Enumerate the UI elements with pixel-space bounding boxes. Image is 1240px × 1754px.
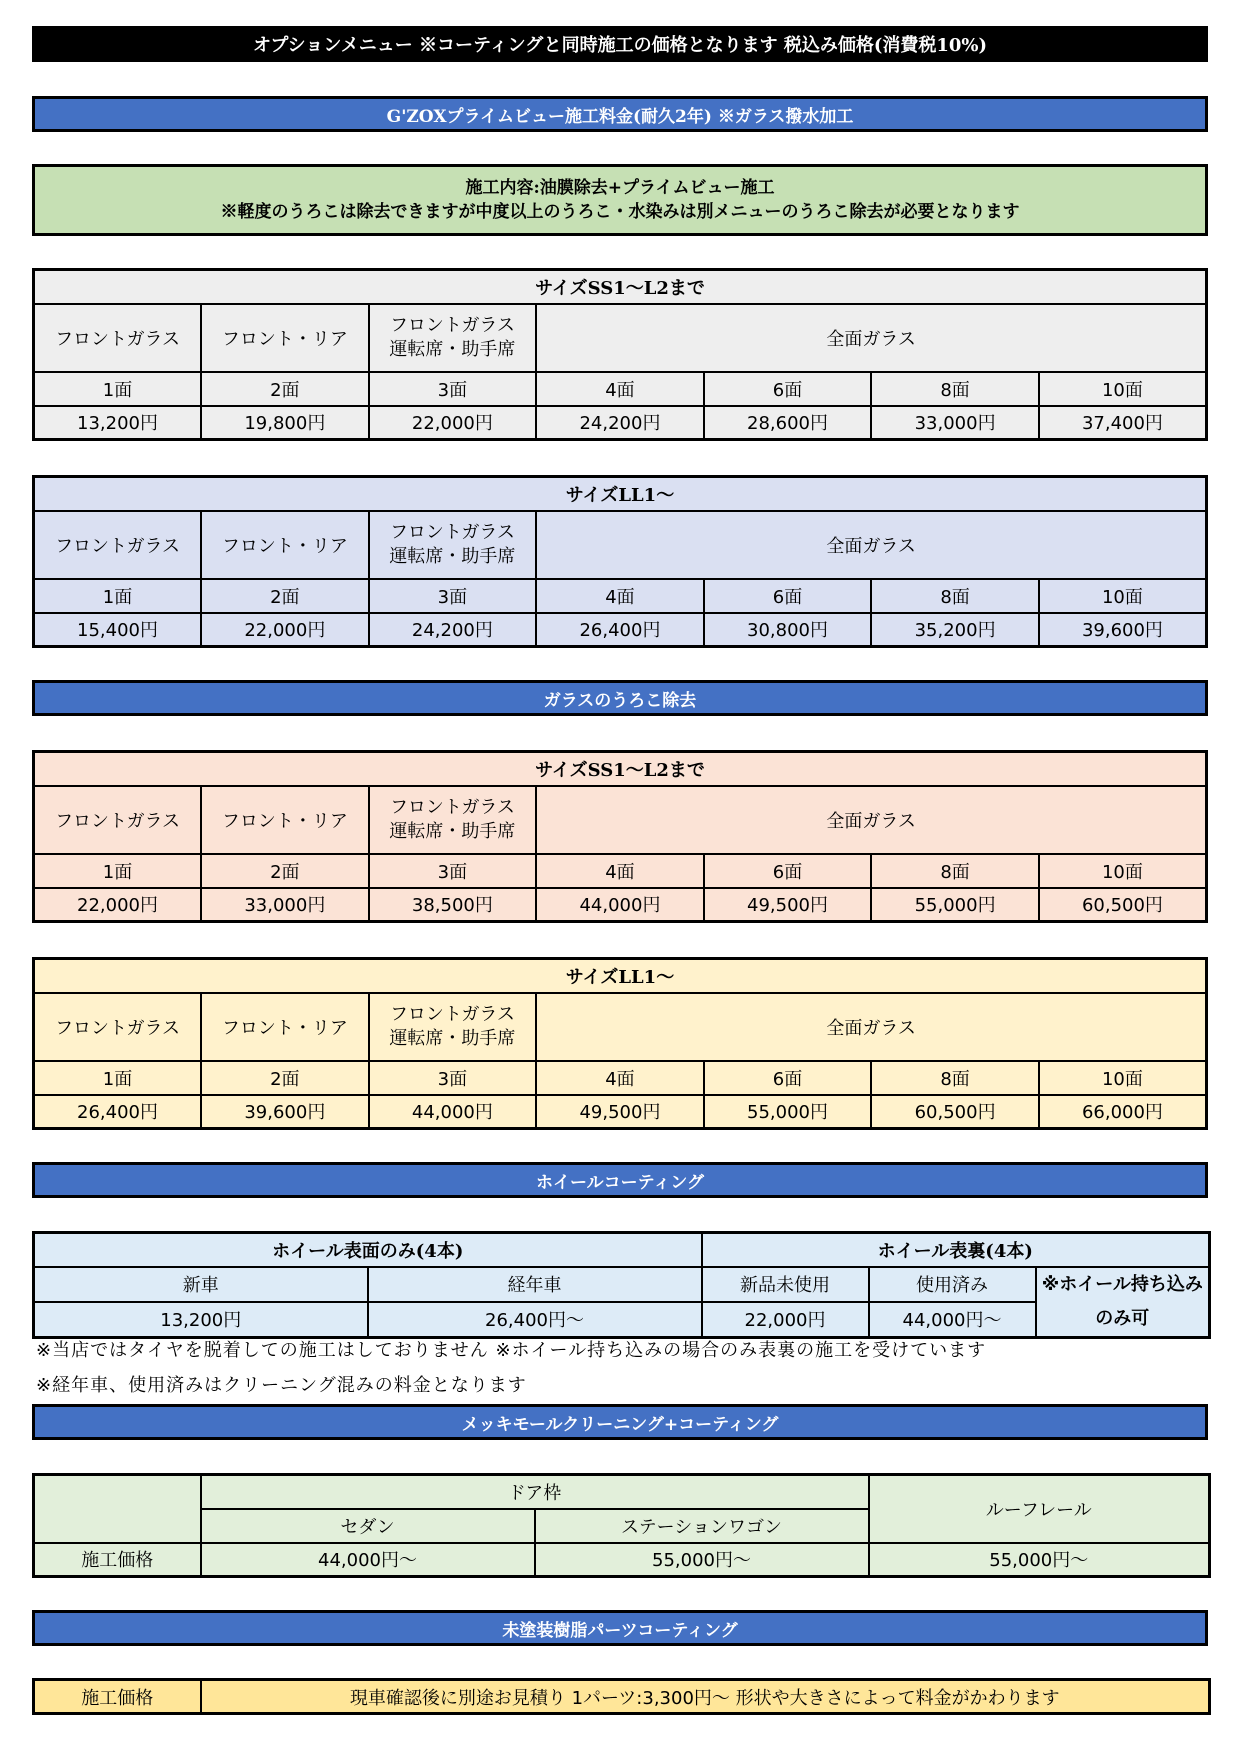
price-cell: 38,500円 xyxy=(369,888,537,922)
price-cell: 44,000円 xyxy=(369,1095,537,1129)
price-cell: 60,500円 xyxy=(1039,888,1207,922)
mekki-price-label: 施工価格 xyxy=(34,1543,201,1577)
count-cell: 2面 xyxy=(201,372,369,406)
notice-line-2: ※軽度のうろこは除去できますが中度以上のうろこ・水染みは別メニューのうろこ除去が必要となります xyxy=(220,202,1020,222)
mekki-door-frame-label: ドア枠 xyxy=(201,1475,869,1509)
count-cell: 2面 xyxy=(201,579,369,613)
count-cell: 8面 xyxy=(871,372,1039,406)
price-cell: 55,000円～ xyxy=(869,1543,1210,1577)
count-cell: 6面 xyxy=(704,372,872,406)
wheel-coating-table xyxy=(32,1231,1211,1339)
wheel-used-label: 使用済み xyxy=(869,1267,1036,1302)
col-front-rear: フロント・リア xyxy=(201,786,369,854)
count-cell: 4面 xyxy=(536,372,704,406)
price-cell: 26,400円～ xyxy=(368,1302,702,1337)
col-all-glass: 全面ガラス xyxy=(536,786,1206,854)
count-cell: 1面 xyxy=(34,579,202,613)
table-title: サイズSS1～L2まで xyxy=(34,752,1207,786)
resin-price-label: 施工価格 xyxy=(34,1680,201,1714)
count-cell: 8面 xyxy=(871,579,1039,613)
price-cell: 39,600円 xyxy=(1039,613,1207,647)
count-cell: 3面 xyxy=(369,854,537,888)
price-cell: 30,800円 xyxy=(704,613,872,647)
section-mekki-title: メッキモールクリーニング+コーティング xyxy=(32,1404,1208,1440)
resin-parts-table xyxy=(32,1678,1211,1715)
count-cell: 3面 xyxy=(369,372,537,406)
wheel-unused-label: 新品未使用 xyxy=(702,1267,869,1302)
price-cell: 49,500円 xyxy=(704,888,872,922)
count-cell: 10面 xyxy=(1039,854,1207,888)
price-cell: 49,500円 xyxy=(536,1095,704,1129)
col-front-driver: フロントガラス 運転席・助手席 xyxy=(369,993,537,1061)
price-cell: 55,000円～ xyxy=(535,1543,869,1577)
count-cell: 6面 xyxy=(704,854,872,888)
count-cell: 1面 xyxy=(34,372,202,406)
wheel-bring-note: ※ホイール持ち込みのみ可 xyxy=(1036,1267,1210,1338)
section-uroko-title: ガラスのうろこ除去 xyxy=(32,680,1208,716)
count-cell: 1面 xyxy=(34,854,202,888)
wheel-note-2: ※経年車、使用済みはクリーニング混みの料金となります xyxy=(36,1375,527,1396)
col-all-glass: 全面ガラス xyxy=(536,304,1206,372)
price-cell: 66,000円 xyxy=(1039,1095,1207,1129)
count-cell: 3面 xyxy=(369,579,537,613)
uroko-ss-table xyxy=(32,750,1208,923)
col-front-driver: フロントガラス 運転席・助手席 xyxy=(369,304,537,372)
col-all-glass: 全面ガラス xyxy=(536,993,1206,1061)
mekki-sedan-label: セダン xyxy=(201,1509,535,1543)
count-cell: 4面 xyxy=(536,579,704,613)
section-resin-title: 未塗装樹脂パーツコーティング xyxy=(32,1610,1208,1646)
price-cell: 24,200円 xyxy=(369,613,537,647)
count-cell: 10面 xyxy=(1039,1061,1207,1095)
price-cell: 44,000円～ xyxy=(201,1543,535,1577)
price-cell: 22,000円 xyxy=(34,888,202,922)
resin-price-text: 現車確認後に別途お見積り 1パーツ:3,300円～ 形状や大きさによって料金がかわります xyxy=(201,1680,1210,1714)
uroko-ll-table xyxy=(32,957,1208,1130)
price-cell: 19,800円 xyxy=(201,406,369,440)
col-front-glass: フロントガラス xyxy=(34,993,202,1061)
price-cell: 26,400円 xyxy=(536,613,704,647)
price-cell: 44,000円～ xyxy=(869,1302,1036,1337)
col-all-glass: 全面ガラス xyxy=(536,511,1206,579)
count-cell: 3面 xyxy=(369,1061,537,1095)
count-cell: 4面 xyxy=(536,1061,704,1095)
price-cell: 33,000円 xyxy=(871,406,1039,440)
wheel-surface-title: ホイール表面のみ(4本) xyxy=(34,1233,702,1267)
col-front-glass: フロントガラス xyxy=(34,304,202,372)
table-title: サイズLL1～ xyxy=(34,959,1207,993)
notice-line-1: 施工内容:油膜除去+プライムビュー施工 xyxy=(465,178,775,198)
count-cell: 2面 xyxy=(201,1061,369,1095)
count-cell: 8面 xyxy=(871,1061,1039,1095)
service-content-notice xyxy=(32,164,1208,236)
count-cell: 2面 xyxy=(201,854,369,888)
price-cell: 22,000円 xyxy=(702,1302,869,1337)
price-cell: 33,000円 xyxy=(201,888,369,922)
price-cell: 35,200円 xyxy=(871,613,1039,647)
table-title: サイズLL1～ xyxy=(34,477,1207,511)
count-cell: 6面 xyxy=(704,1061,872,1095)
wheel-both-title: ホイール表裏(4本) xyxy=(702,1233,1210,1267)
header-title: オプションメニュー ※コーティングと同時施工の価格となります 税込み価格(消費税10%) xyxy=(32,26,1208,62)
count-cell: 10面 xyxy=(1039,372,1207,406)
col-front-glass: フロントガラス xyxy=(34,511,202,579)
price-cell: 22,000円 xyxy=(201,613,369,647)
col-front-driver: フロントガラス 運転席・助手席 xyxy=(369,511,537,579)
table-title: サイズSS1～L2まで xyxy=(34,270,1207,304)
wheel-old-car-label: 経年車 xyxy=(368,1267,702,1302)
price-cell: 39,600円 xyxy=(201,1095,369,1129)
section-wheel-title: ホイールコーティング xyxy=(32,1162,1208,1198)
price-cell: 55,000円 xyxy=(704,1095,872,1129)
price-cell: 55,000円 xyxy=(871,888,1039,922)
price-cell: 15,400円 xyxy=(34,613,202,647)
price-cell: 44,000円 xyxy=(536,888,704,922)
price-cell: 24,200円 xyxy=(536,406,704,440)
count-cell: 1面 xyxy=(34,1061,202,1095)
mekki-empty-corner xyxy=(34,1475,201,1543)
count-cell: 4面 xyxy=(536,854,704,888)
price-cell: 28,600円 xyxy=(704,406,872,440)
primeview-ll-table xyxy=(32,475,1208,648)
count-cell: 10面 xyxy=(1039,579,1207,613)
col-front-rear: フロント・リア xyxy=(201,993,369,1061)
mekki-roof-rail-label: ルーフレール xyxy=(869,1475,1210,1543)
price-cell: 13,200円 xyxy=(34,406,202,440)
price-cell: 37,400円 xyxy=(1039,406,1207,440)
count-cell: 8面 xyxy=(871,854,1039,888)
primeview-ss-table xyxy=(32,268,1208,441)
col-front-glass: フロントガラス xyxy=(34,786,202,854)
price-cell: 22,000円 xyxy=(369,406,537,440)
count-cell: 6面 xyxy=(704,579,872,613)
wheel-new-car-label: 新車 xyxy=(34,1267,368,1302)
section-primeview-title: G'ZOXプライムビュー施工料金(耐久2年) ※ガラス撥水加工 xyxy=(32,96,1208,132)
col-front-driver: フロントガラス 運転席・助手席 xyxy=(369,786,537,854)
wheel-note-1: ※当店ではタイヤを脱着しての施工はしておりません ※ホイール持ち込みの場合のみ表裏の施工を受けています xyxy=(36,1340,987,1361)
price-cell: 13,200円 xyxy=(34,1302,368,1337)
col-front-rear: フロント・リア xyxy=(201,304,369,372)
price-cell: 26,400円 xyxy=(34,1095,202,1129)
col-front-rear: フロント・リア xyxy=(201,511,369,579)
mekki-mall-table xyxy=(32,1473,1211,1578)
price-cell: 60,500円 xyxy=(871,1095,1039,1129)
mekki-wagon-label: ステーションワゴン xyxy=(535,1509,869,1543)
